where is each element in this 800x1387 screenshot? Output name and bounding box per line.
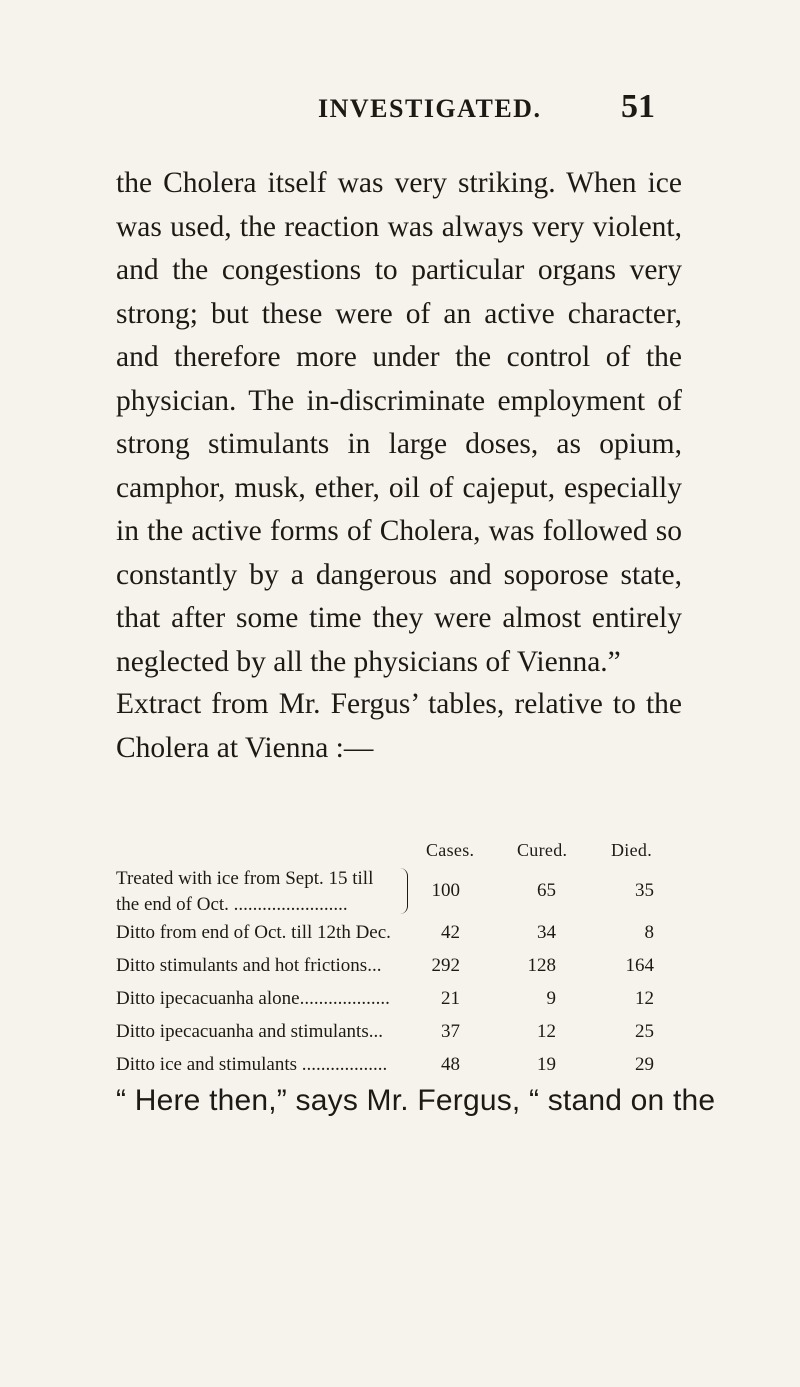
- table-row: [116, 1054, 682, 1087]
- cell-cases: 42: [441, 922, 460, 943]
- table-row: [116, 922, 682, 955]
- table-row: [116, 955, 682, 988]
- cell-died: 29: [635, 1054, 654, 1075]
- row-label: Ditto stimulants and hot frictions...: [116, 955, 382, 976]
- cell-died: 25: [635, 1021, 654, 1042]
- row-label: Ditto ipecacuanha alone...................: [116, 988, 390, 1009]
- row-label: Ditto ipecacuanha and stimulants...: [116, 1021, 383, 1042]
- cell-cases: 37: [441, 1021, 460, 1042]
- cell-died: 8: [644, 922, 654, 943]
- cell-died: 164: [625, 955, 654, 976]
- cell-cases: 292: [431, 955, 460, 976]
- table-row: [116, 988, 682, 1021]
- cell-cured: 34: [537, 922, 556, 943]
- cell-cured: 19: [537, 1054, 556, 1075]
- cell-cases: 21: [441, 988, 460, 1009]
- table-row: [116, 866, 682, 922]
- cholera-results-table: [116, 840, 682, 1087]
- header-cured: Cured.: [517, 840, 568, 860]
- table-header-row: [116, 840, 682, 866]
- cell-cured: 65: [537, 880, 556, 901]
- header-died: Died.: [611, 840, 652, 860]
- cell-cured: 12: [537, 1021, 556, 1042]
- cell-cured: 128: [527, 955, 556, 976]
- row-label: Ditto ice and stimulants ..................: [116, 1054, 388, 1075]
- cell-cured: 9: [546, 988, 556, 1009]
- page-header: [0, 88, 800, 132]
- cell-cases: 48: [441, 1054, 460, 1075]
- table-intro-paragraph: Extract from Mr. Fergus’ tables, relative to the Cholera at Vienna :—: [116, 688, 682, 764]
- body-paragraph: the Cholera itself was very striking. When ice was used, the reaction was always very violent, and the congestions to particular organs very strong; but these were of an active character, and therefore more under the control of the physician. The in-discriminate employment of strong stimulants in large doses, as opium, camphor, musk, ether, oil of cajeput, especially in the active forms of Cholera, was followed so constantly by a dangerous and soporose state, that after some time they were almost entirely neglected by all the physicians of Vienna.”: [116, 167, 682, 678]
- cell-cases: 100: [431, 880, 460, 901]
- row-label-line: Treated with ice from Sept. 15 till: [116, 868, 374, 889]
- page-number: 51: [621, 88, 655, 125]
- closing-line: “ Here then,” says Mr. Fergus, “ stand on the: [116, 1084, 716, 1117]
- table-row: [116, 1021, 682, 1054]
- row-label: Ditto from end of Oct. till 12th Dec.: [116, 922, 391, 943]
- running-head: INVESTIGATED.: [318, 94, 542, 123]
- cell-died: 35: [635, 880, 654, 901]
- header-cases: Cases.: [426, 840, 475, 860]
- row-label: [116, 866, 373, 918]
- row-label-line: the end of Oct. ........................: [116, 894, 348, 915]
- cell-died: 12: [635, 988, 654, 1009]
